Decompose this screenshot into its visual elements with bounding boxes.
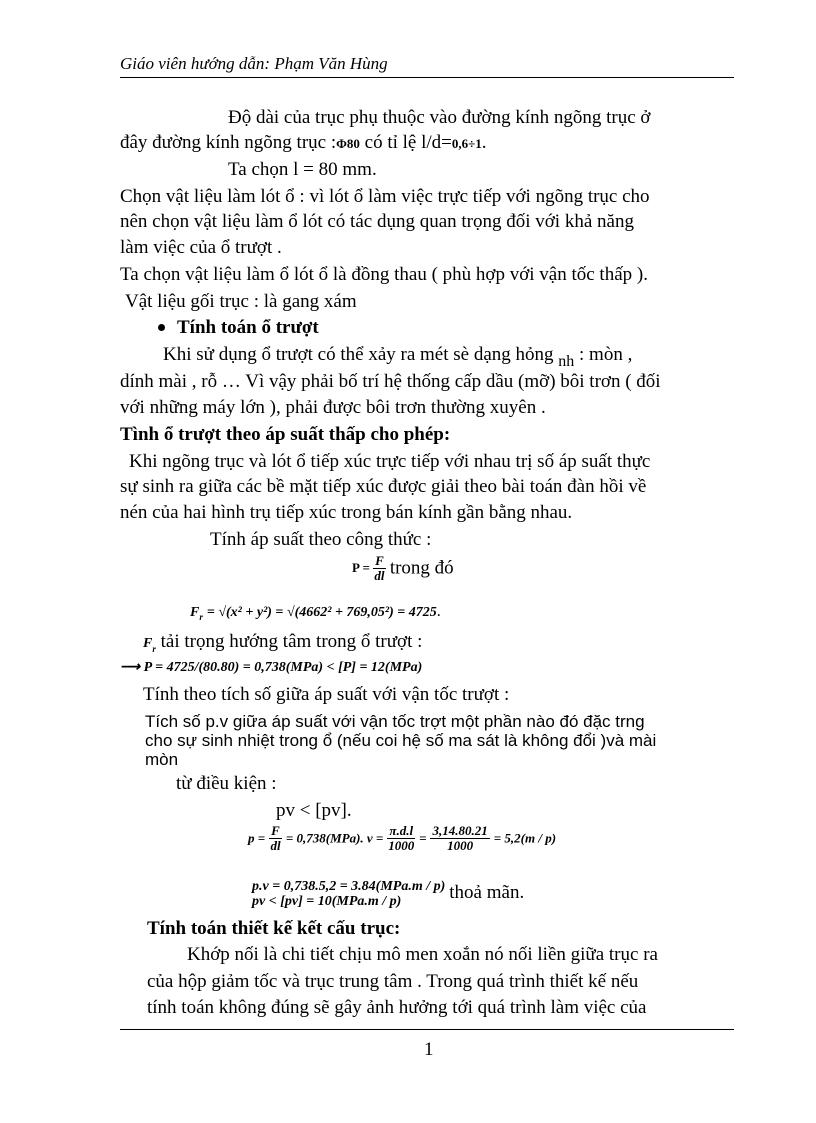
eq1-numerator: F — [375, 553, 384, 568]
eq4-num-2: π.d.l — [389, 823, 414, 838]
para-14-line-3: tính toán không đúng sẽ gây ảnh hưởng tới quá trình làm việc của — [147, 997, 647, 1018]
eq5-body: p.v = 0,738.5,2 = 3.84(MPa.m / p) — [252, 879, 446, 894]
page-number: 1 — [424, 1039, 434, 1060]
bullet-icon — [158, 324, 165, 331]
eq4-num-1: F — [271, 823, 280, 838]
para-7-line-2: sự sinh ra giữa các bề mặt tiếp xúc được giải theo bài toán đàn hồi về — [120, 476, 647, 497]
para-6-line-2: dính mài , rỗ … Vì vậy phải bố trí hệ thống cấp dầu (mỡ) bôi trơn ( đối — [120, 371, 661, 392]
eq4-den-1: dl — [270, 838, 281, 853]
equation-pressure: P = $\frac{F}{dl}$ trong đó — [352, 553, 454, 583]
equation-pressure-result: ⟶ P = 4725/(80.80) = 0,738(MPa) < [P] = 12(MPa) — [120, 660, 423, 675]
eq4-num-3: 3,14.80.21 — [432, 823, 488, 838]
eq4-den-3: 1000 — [447, 838, 474, 853]
para-7-line-1: Khi ngõng trục và lót ổ tiếp xúc trực tiếp với nhau trị số áp suất thực — [129, 451, 651, 472]
section-heading-3: Tính toán thiết kế kết cấu trục: — [147, 918, 401, 939]
para-9-text: tải trọng hướng tâm trong ổ trượt : — [160, 631, 423, 652]
eq2-symbol: F — [190, 605, 200, 620]
ratio-value: 0,6÷1 — [451, 136, 482, 151]
para-6-subscript: nh — [558, 353, 575, 370]
para-7-line-3: nén của hai hình trụ tiếp xúc trong bán kính gần bằng nhau. — [120, 502, 573, 523]
para-1-line-2: đây đường kính ngõng trục :Φ80 có tỉ lệ l/d=0,6÷1. — [120, 132, 487, 153]
eq4-fraction-1 — [269, 824, 282, 853]
eq4-fraction-3 — [430, 824, 489, 853]
para-1-text-a: đây đường kính ngõng trục : — [120, 132, 337, 153]
eq4-part-a: p = — [248, 830, 266, 846]
eq2-body: = √(x² + y²) = √(4662² + 769,05²) = 4725 — [206, 605, 437, 620]
para-8: Tính áp suất theo công thức : — [210, 529, 432, 550]
para-14-line-1: Khớp nối là chi tiết chịu mô men xoắn nó nối liền giữa trục ra — [187, 944, 658, 965]
para-14-line-2: của hộp giảm tốc và trục trung tâm . Trong quá trình thiết kế nếu — [147, 971, 639, 992]
page-header: Giáo viên hướng dẫn: Phạm Văn Hùng — [120, 54, 388, 73]
equation-pv-velocity — [248, 824, 556, 853]
eq5-trail: thoả mãn. — [449, 882, 525, 903]
footer-rule — [120, 1029, 734, 1030]
para-11-line-2: cho sự sinh nhiệt trong ổ (nếu coi hệ số ma sát là không đổi )và mài — [145, 731, 657, 750]
para-10: Tính theo tích số giữa áp suất với vận tốc trượt : — [143, 684, 510, 705]
para-3-line-1: Chọn vật liệu làm lót ổ : vì lót ổ làm việc trực tiếp với ngõng trục cho — [120, 186, 650, 207]
para-2: Ta chọn l = 80 mm. — [228, 159, 377, 180]
equation-force: $F_r = √(x^2 + y^2) = √(4662^2 + 769,05^2) = 4725$. — [190, 603, 441, 623]
eq4-den-2: 1000 — [388, 838, 415, 853]
para-12: từ điều kiện : — [176, 773, 277, 794]
para-3-line-2: nên chọn vật liệu làm ổ lót có tác dụng quan trọng đối với khả năng — [120, 211, 634, 232]
para-6-text-a: Khi sử dụng ổ trượt có thể xảy ra mét sè dạng hỏng — [163, 344, 554, 365]
eq1-fraction — [373, 554, 386, 583]
para-11-line-3: mòn — [145, 750, 179, 769]
eq1-denominator: dl — [374, 568, 385, 583]
para-6-line-1 — [163, 343, 632, 368]
eq4-part-d: = 5,2(m / p) — [493, 830, 557, 846]
para-11-line-1: Tích số p.v giữa áp suất với vận tốc trợt một phần nào đó đặc trng — [145, 712, 645, 731]
para-9-symbol: F — [143, 636, 153, 651]
eq4-part-c: = — [419, 830, 427, 846]
eq4-part-b: = 0,738(MPa). v = — [285, 830, 384, 846]
para-5: Vật liệu gối trục : là gang xám — [125, 291, 357, 312]
section-heading-2: Tình ổ trượt theo áp suất thấp cho phép: — [120, 424, 451, 445]
para-6-line-3: với những máy lớn ), phải được bôi trơn thường xuyên . — [120, 397, 546, 418]
section-heading-1: Tính toán ổ trượt — [177, 317, 319, 338]
para-6-text-b: : mòn , — [579, 344, 633, 365]
eq1-trail: trong đó — [389, 557, 454, 579]
para-1-line-1: Độ dài của trục phụ thuộc vào đường kính ngõng trục ở — [228, 107, 651, 128]
diameter-symbol: Φ80 — [336, 136, 360, 151]
eq4-fraction-2 — [387, 824, 415, 853]
para-13: pv < [pv]. — [276, 800, 352, 821]
equation-pv-limit: pv < [pv] = 10(MPa.m / p) — [252, 894, 402, 909]
para-3-line-3: làm việc của ổ trượt . — [120, 237, 282, 258]
eq1-lhs: P — [352, 560, 360, 576]
para-4: Ta chọn vật liệu làm ổ lót ổ là đồng thau ( phù hợp với vận tốc thấp ). — [120, 264, 648, 285]
header-rule — [120, 77, 734, 78]
para-1-text-b: có tỉ lệ l/d= — [364, 132, 452, 153]
para-9: $F_r$ tải trọng hướng tâm trong ổ trượt : — [143, 631, 423, 654]
